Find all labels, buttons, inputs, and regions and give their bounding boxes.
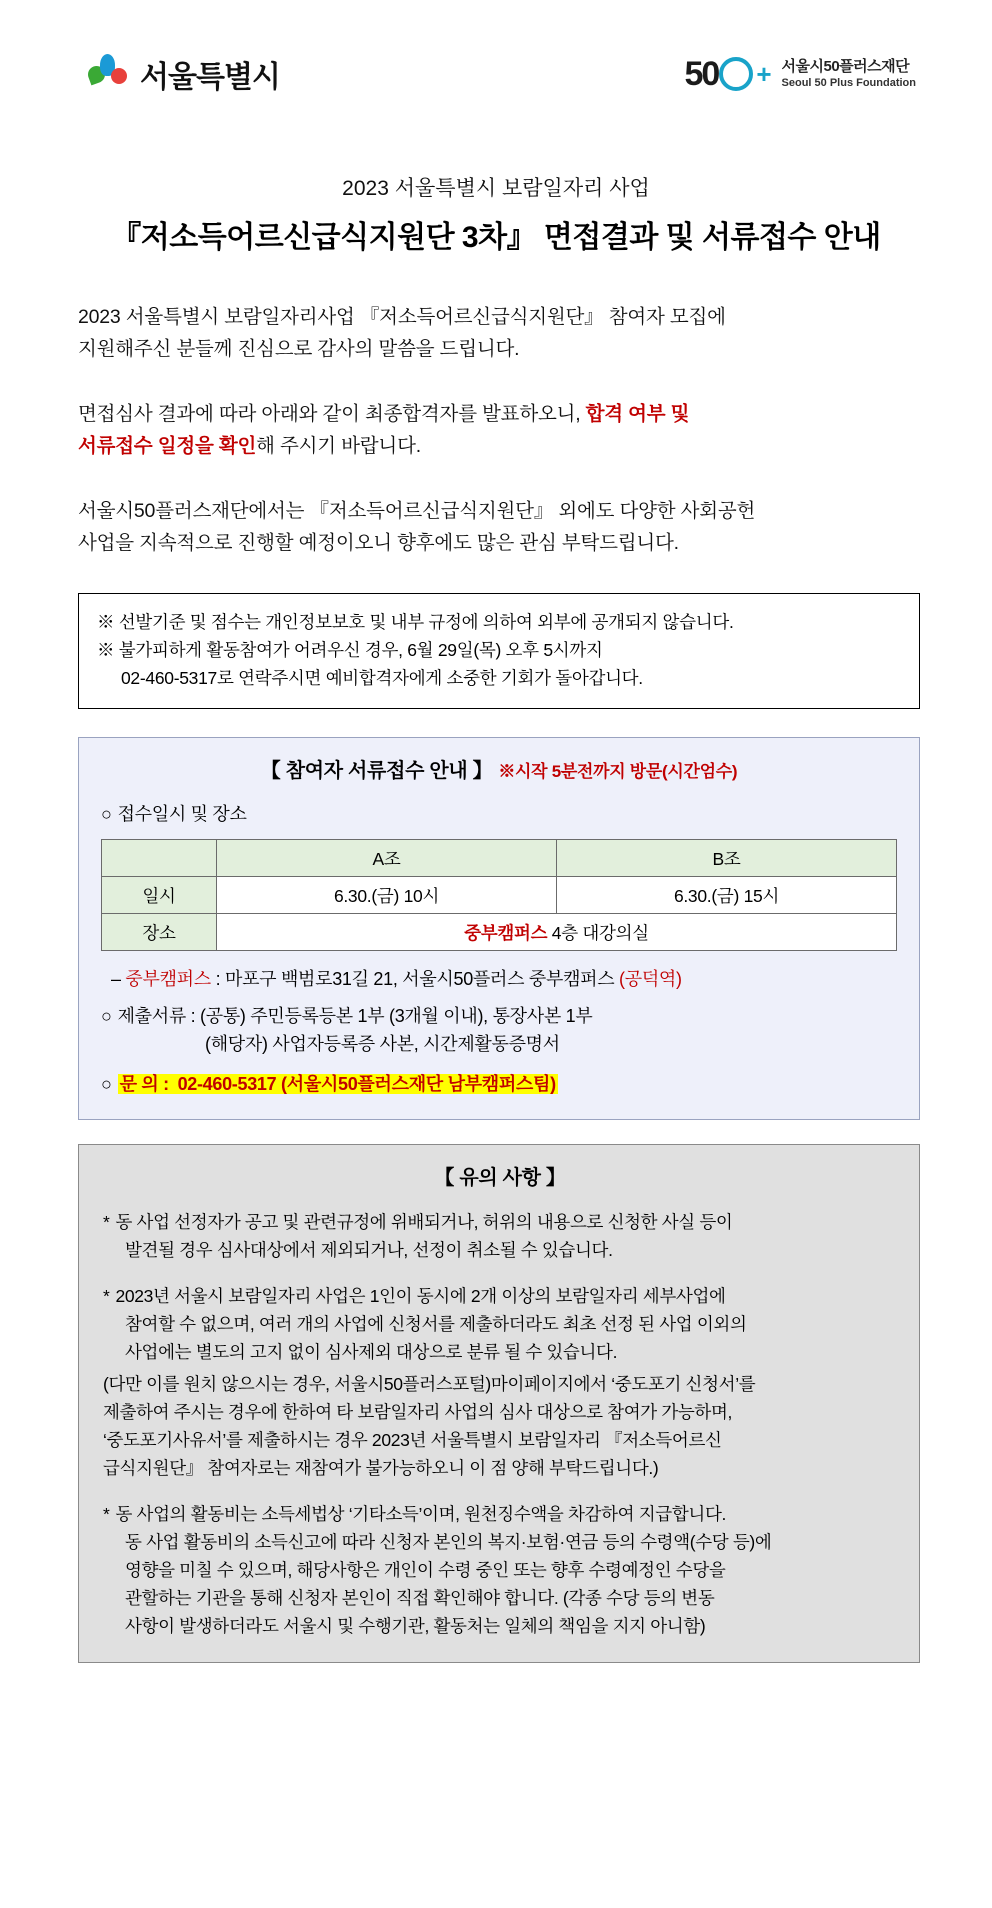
precaution-line: 2023년 서울시 보람일자리 사업은 1인이 동시에 2개 이상의 보람일자리 세부사업에 xyxy=(115,1286,726,1307)
precautions-panel-title: 【 유의 사항 】 xyxy=(434,1167,566,1190)
table-header-row xyxy=(102,840,897,877)
precautions-panel xyxy=(78,1144,920,1663)
foundation-name-kr: 서울시50플러스재단 xyxy=(781,57,910,75)
table-corner-cell xyxy=(102,840,217,877)
precaution-line: 제출하여 주시는 경우에 한하여 타 보람일자리 사업의 심사 대상으로 참여가 가능하며, xyxy=(103,1402,733,1423)
inquiry-label: 문 의 : xyxy=(119,1074,174,1095)
fifty-plus-mark-icon xyxy=(685,55,770,94)
bullet-required-documents xyxy=(101,1003,897,1031)
table-rowhead-datetime: 일시 xyxy=(102,877,217,914)
document-submission-panel xyxy=(78,737,920,1120)
precaution-line: 급식지원단』 참여자로는 재참여가 불가능하오니 이 점 양해 부탁드립니다.) xyxy=(103,1458,659,1479)
bullet1-label: 접수일시 및 장소 xyxy=(117,804,247,825)
notice-box xyxy=(78,593,920,709)
asterisk-marker: * xyxy=(103,1212,110,1233)
place-room: 4층 대강의실 xyxy=(547,922,649,943)
seoul-logo-icon xyxy=(88,54,130,94)
campus-address-text: : 마포구 백범로31길 21, 서울시50플러스 중부캠퍼스 xyxy=(210,969,620,990)
schedule-table xyxy=(101,839,897,951)
required-documents-sub: (해당자) 사업자등록증 사본, 시간제활동증명서 xyxy=(205,1034,560,1055)
table-col-group-b: B조 xyxy=(557,840,897,877)
intro-p2-post: 해 주시기 바랍니다. xyxy=(256,434,421,457)
precaution-line: 참여할 수 없으며, 여러 개의 사업에 신청서를 제출하더라도 최초 선정 된 사업 이외의 xyxy=(125,1314,747,1335)
campus-name-red: 중부캠퍼스 xyxy=(125,969,211,990)
table-row xyxy=(102,877,897,914)
plus-sign: + xyxy=(756,58,770,89)
notice-line-1: ※ 선발기준 및 점수는 개인정보보호 및 내부 규정에 의하여 외부에 공개되지 않습니다. xyxy=(97,612,734,633)
bullet2-label: 제출서류 : (공통) 주민등록등본 1부 (3개월 이내), 통장사본 1부 xyxy=(117,1006,593,1027)
precaution-line: 동 사업 활동비의 소득신고에 따라 신청자 본인의 복지·보험·연금 등의 수령액(수당 등)에 xyxy=(125,1532,772,1553)
precaution-line: (다만 이를 원치 않으시는 경우, 서울시50플러스포털)마이페이지에서 ‘중도포기 신청서’를 xyxy=(103,1374,756,1395)
intro-p2-red1: 합격 여부 및 xyxy=(585,403,690,426)
precaution-line: 영향을 미칠 수 있으며, 해당사항은 개인이 수령 중인 또는 향후 수령예정인 수당을 xyxy=(125,1560,726,1581)
document-body xyxy=(0,302,992,1663)
place-campus-name: 중부캠퍼스 xyxy=(464,922,548,943)
submission-title-text: 【 참여자 서류접수 안내 】 xyxy=(260,760,493,783)
table-row xyxy=(102,914,897,951)
campus-address-line xyxy=(101,965,897,991)
circle-bullet-icon: ○ xyxy=(101,804,112,825)
intro-paragraph-1 xyxy=(78,302,920,365)
intro-p1-line1: 2023 서울특별시 보람일자리사업 『저소득어르신급식지원단』 참여자 모집에 xyxy=(78,306,726,328)
precaution-line: 사항이 발생하더라도 서울시 및 수행기관, 활동처는 일체의 책임을 지지 아니함) xyxy=(125,1616,706,1637)
seoul-logo-label: 서울특별시 xyxy=(140,61,280,94)
table-cell-datetime-a: 6.30.(금) 10시 xyxy=(217,877,557,914)
ring-icon xyxy=(719,57,753,91)
asterisk-marker: * xyxy=(103,1504,110,1525)
precaution-line: 관할하는 기관을 통해 신청자 본인이 직접 확인해야 합니다. (각종 수당 등의 변동 xyxy=(125,1588,715,1609)
fifty-number: 50 xyxy=(684,54,719,93)
precaution-note xyxy=(103,1370,897,1482)
fifty-plus-foundation-logo xyxy=(685,55,916,94)
document-subtitle: 2023 서울특별시 보람일자리 사업 xyxy=(342,177,650,200)
document-header xyxy=(0,0,992,110)
precaution-line: ‘중도포기사유서’를 제출하시는 경우 2023년 서울특별시 보람일자리 『저소득어르신 xyxy=(103,1430,722,1451)
precaution-line: 동 사업 선정자가 공고 및 관련규정에 위배되거나, 허위의 내용으로 신청한 사실 등이 xyxy=(115,1212,733,1233)
intro-p3-line2: 사업을 지속적으로 진행할 예정이오니 향후에도 많은 관심 부탁드립니다. xyxy=(78,531,679,554)
precaution-line: 발견될 경우 심사대상에서 제외되거나, 선정이 취소될 수 있습니다. xyxy=(125,1240,613,1261)
precaution-note xyxy=(103,1208,897,1264)
submission-title-note: ※시작 5분전까지 방문(시간엄수) xyxy=(498,762,738,782)
circle-bullet-icon: ○ xyxy=(101,1006,112,1027)
intro-p3-line1: 서울시50플러스재단에서는 『저소득어르신급식지원단』 외에도 다양한 사회공헌 xyxy=(78,500,756,523)
notice-line-2: ※ 불가피하게 활동참여가 어려우신 경우, 6월 29일(목) 오후 5시까지 xyxy=(97,640,603,661)
precaution-line: 사업에는 별도의 고지 없이 심사제외 대상으로 분류 될 수 있습니다. xyxy=(125,1342,618,1363)
intro-p2-red2: 서류접수 일정을 확인 xyxy=(78,434,257,457)
bullet-datetime-place xyxy=(101,801,897,829)
notice-line-3: 02-460-5317로 연락주시면 예비합격자에게 소중한 기회가 돌아갑니다. xyxy=(121,668,643,689)
asterisk-marker: * xyxy=(103,1286,110,1307)
submission-panel-title xyxy=(101,754,897,783)
title-block xyxy=(0,172,992,256)
intro-paragraph-3 xyxy=(78,496,920,559)
foundation-name-en: Seoul 50 Plus Foundation xyxy=(781,76,916,89)
dash-marker: – xyxy=(111,969,121,990)
foundation-names xyxy=(782,58,916,91)
intro-paragraph-2 xyxy=(78,399,920,462)
circle-bullet-icon: ○ xyxy=(101,1074,112,1095)
table-cell-datetime-b: 6.30.(금) 15시 xyxy=(557,877,897,914)
page-title: 『저소득어르신급식지원단 3차』 면접결과 및 서류접수 안내 xyxy=(111,221,881,254)
campus-station-red: (공덕역) xyxy=(619,969,682,990)
table-rowhead-place: 장소 xyxy=(102,914,217,951)
table-col-group-a: A조 xyxy=(217,840,557,877)
intro-p1-line2: 지원해주신 분들께 진심으로 감사의 말씀을 드립니다. xyxy=(78,337,520,360)
table-cell-place-merged xyxy=(217,914,897,951)
precaution-note xyxy=(103,1282,897,1366)
seoul-city-logo xyxy=(88,52,280,96)
inquiry-phone: 02-460-5317 (서울시50플러스재단 남부캠퍼스팀) xyxy=(177,1074,556,1095)
bullet-inquiry xyxy=(101,1071,897,1099)
intro-p2-pre: 면접심사 결과에 따라 아래와 같이 최종합격자를 발표하오니, xyxy=(78,403,586,426)
precaution-line: 동 사업의 활동비는 소득세법상 ‘기타소득’이며, 원천징수액을 차감하여 지급합니다. xyxy=(115,1504,727,1525)
precaution-note xyxy=(103,1500,897,1640)
